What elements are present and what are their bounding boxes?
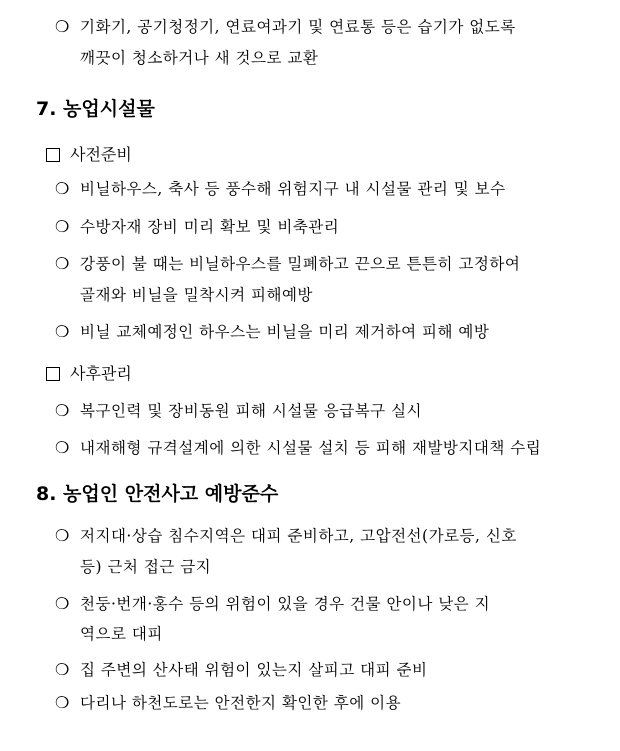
bullet-symbol: ❍ <box>55 179 70 198</box>
intro-line-1: 기화기, 공기청정기, 연료여과기 및 연료통 등은 습기가 없도록 <box>80 18 516 36</box>
subheading-post <box>46 363 132 385</box>
bullet-symbol: ❍ <box>55 17 70 36</box>
bullet-symbol: ❍ <box>55 693 70 712</box>
subheading-pre <box>46 144 132 166</box>
bullet-symbol: ❍ <box>55 401 70 420</box>
pre-item-1: 비닐하우스, 축사 등 풍수해 위험지구 내 시설물 관리 및 보수 <box>80 180 506 198</box>
bullet-symbol: ❍ <box>55 254 70 273</box>
subheading-pre-label: 사전준비 <box>70 145 132 164</box>
subheading-post-label: 사후관리 <box>70 364 132 383</box>
bullet-symbol: ❍ <box>55 322 70 341</box>
pre-item-4: 비닐 교체예정인 하우스는 비닐을 미리 제거하여 피해 예방 <box>80 323 490 341</box>
bullet-symbol: ❍ <box>55 438 70 457</box>
bullet-symbol: ❍ <box>55 217 70 236</box>
s8-item-1-line-2: 등) 근처 접근 금지 <box>80 558 212 576</box>
pre-item-3-line-2: 골재와 비닐을 밀착시켜 피해예방 <box>80 286 313 304</box>
s8-item-3: 집 주변의 산사태 위험이 있는지 살피고 대피 준비 <box>80 661 428 679</box>
pre-item-3-line-1: 강풍이 불 때는 비닐하우스를 밀폐하고 끈으로 튼튼히 고정하여 <box>80 255 521 273</box>
s8-item-4: 다리나 하천도로는 안전한지 확인한 후에 이용 <box>80 694 402 712</box>
post-item-1: 복구인력 및 장비동원 피해 시설물 응급복구 실시 <box>80 402 423 420</box>
s8-item-1-line-1: 저지대·상습 침수지역은 대피 준비하고, 고압전선(가로등, 신호 <box>80 527 517 545</box>
section-8-title: 8. 농업인 안전사고 예방준수 <box>36 483 279 505</box>
bullet-symbol: ❍ <box>55 526 70 545</box>
s8-item-2-line-1: 천둥·번개·홍수 등의 위험이 있을 경우 건물 안이나 낮은 지 <box>80 595 491 613</box>
post-item-2: 내재해형 규격설계에 의한 시설물 설치 등 피해 재발방지대책 수립 <box>80 439 542 457</box>
bullet-symbol: ❍ <box>55 660 70 679</box>
pre-item-2: 수방자재 장비 미리 확보 및 비축관리 <box>80 218 340 236</box>
s8-item-2-line-2: 역으로 대피 <box>80 625 163 643</box>
bullet-symbol: ❍ <box>55 594 70 613</box>
checkbox-icon <box>46 148 60 162</box>
intro-line-2: 깨끗이 청소하거나 새 것으로 교환 <box>80 49 319 67</box>
section-7-title: 7. 농업시설물 <box>36 98 155 120</box>
checkbox-icon <box>46 367 60 381</box>
